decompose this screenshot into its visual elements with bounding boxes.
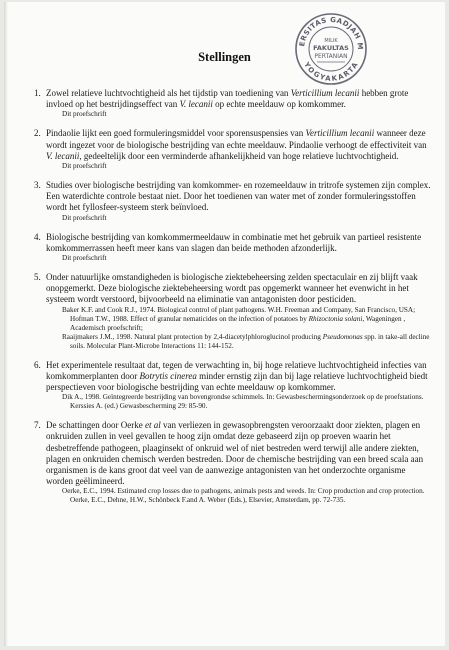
item-number: 5. xyxy=(34,272,41,283)
list-item xyxy=(34,420,434,505)
reference: Baker K.F. and Cook R.J., 1974. Biological control of plant pathogens. W.H. Freeman and Company, San Francisco, USA; Hofman T.W., 1988. Effect of granular nematicides on the infection of potatoes by Rhizoctonia solani, Wageningen , Academisch proefschrift; xyxy=(62,305,416,332)
page-edge-shadow xyxy=(4,2,8,646)
reference: Raaijmakers J.M., 1998. Natural plant protection by 2,4-diacetylphloroglucinol producing Pseudomonas spp. in take-all decline soils. Molecular Plant-Microbe Interactions 11: 144-152. xyxy=(62,332,430,350)
item-number: 7. xyxy=(34,420,41,431)
stamp-top-text: ERSITAS GADJAH M xyxy=(298,15,365,51)
list-item xyxy=(34,128,434,171)
list-item xyxy=(34,180,434,223)
stamp-line-1: MILIK xyxy=(324,38,338,44)
stamp-seal-icon xyxy=(292,10,370,88)
item-references xyxy=(62,487,434,505)
item-number: 6. xyxy=(34,359,41,370)
item-source: Dit proefschrift xyxy=(62,213,107,222)
reference: Oerke, E.C., 1994. Estimated crop losses due to pathogens, animals pests and weeds. In: Crop production and crop protection. Oerke, E.C., Dehne, H.W., Schönbeck F.and A. Weber (Eds.), Elsevier, Amsterdam, pp. 72-735. xyxy=(62,487,425,505)
item-text: Pindaolie lijkt een goed formuleringsmiddel voor sporensuspensies van Verticillium lecanii wanneer deze wordt ingezet voor de biologische bestrijding van echte meeldauw. Pindaolie verhoogt de effectiviteit van V. lecanii, gedeeltelijk door een verminderde afhankelijkheid van hoge relatieve luchtvochtigheid. xyxy=(46,128,427,161)
item-number: 1. xyxy=(34,88,41,98)
stamp-bottom-text: YOGYAKARTA xyxy=(302,60,360,83)
item-source: Dit proefschrift xyxy=(62,162,107,171)
item-number: 4. xyxy=(34,231,41,242)
list-item xyxy=(34,232,434,263)
item-source: Dit proefschrift xyxy=(62,254,107,263)
list-item xyxy=(34,272,434,351)
propositions-list xyxy=(34,88,434,514)
item-text: De schattingen door Oerke et al van verliezen in gewasopbrengsten veroorzaakt door ziekten, plagen en onkruiden zullen in veel gevallen te hoog zijn omdat deze gebaseerd zijn op proeven waarin het desbetreffende pathogeen, plaaginsekt of onkruid wel of niet bestreden werd terwijl alle andere ziekten, plagen en onkruiden chemisch werden bestreden. Door de chemische bestrijding van een breed scala aan organismen is de kans groot dat veel van de aanwezige antagonisten van het onderzochte organisme worden geëlimineerd. xyxy=(46,420,424,487)
item-references xyxy=(62,393,434,411)
item-text: Onder natuurlijke omstandigheden is biologische ziektebeheersing zelden spectaculair en zij blijft vaak onopgemerkt. Deze biologische ziektebeheersing wordt pas opgemerkt wanneer het evenwicht in het systeem wordt verstoord, bijvoorbeeld na eliminatie van antagonisten door pesticiden. xyxy=(46,272,418,305)
university-stamp xyxy=(292,10,370,88)
list-item xyxy=(34,360,434,412)
item-number: 3. xyxy=(34,180,41,191)
reference: Dik A., 1998. Geïntegreerde bestrijding van bovengrondse schimmels. In: Gewasbeschermingsonderzoek op de proefstations. Kerssies A. (ed.) Gewasbescherming 29: 85-90. xyxy=(62,393,424,411)
item-text: Het experimentele resultaat dat, tegen de verwachting in, bij hoge relatieve luchtvochtigheid infecties van komkommerplanten door Botrytis cinerea minder ernstig zijn dan bij lage relatieve luchtvochtigheid biedt perspectieven voor biologische bestrijding van echte meeldauw op komkommer. xyxy=(46,359,428,393)
list-item xyxy=(34,88,434,119)
item-number: 2. xyxy=(34,128,41,139)
page-title: Stellingen xyxy=(198,50,251,64)
item-source: Dit proefschrift xyxy=(62,110,107,119)
item-text: Zowel relatieve luchtvochtigheid als het tijdstip van toediening van Verticillium lecanii hebben grote invloed op het bestrijdingseffect van V. lecanii op echte meeldauw op komkommer. xyxy=(46,88,409,110)
item-text: Studies over biologische bestrijding van komkommer- en rozemeeldauw in tritrofe systemen zijn complex. Een waterdichte controle bestaat niet. Door het toedienen van water met of zonder formuleringsstoffen wordt het fyllosfeer-systeem sterk beïnvloed. xyxy=(46,180,431,213)
stamp-line-2: FAKULTAS xyxy=(313,44,349,52)
item-text: Biologische bestrijding van komkommermeeldauw in combinatie met het gebruik van partieel resistente komkommerrassen heeft meer kans van slagen dan beide methoden afzonderlijk. xyxy=(46,231,422,253)
stamp-line-3: PERTANIAN xyxy=(314,53,348,60)
item-references xyxy=(62,306,434,351)
document-page xyxy=(4,2,445,646)
